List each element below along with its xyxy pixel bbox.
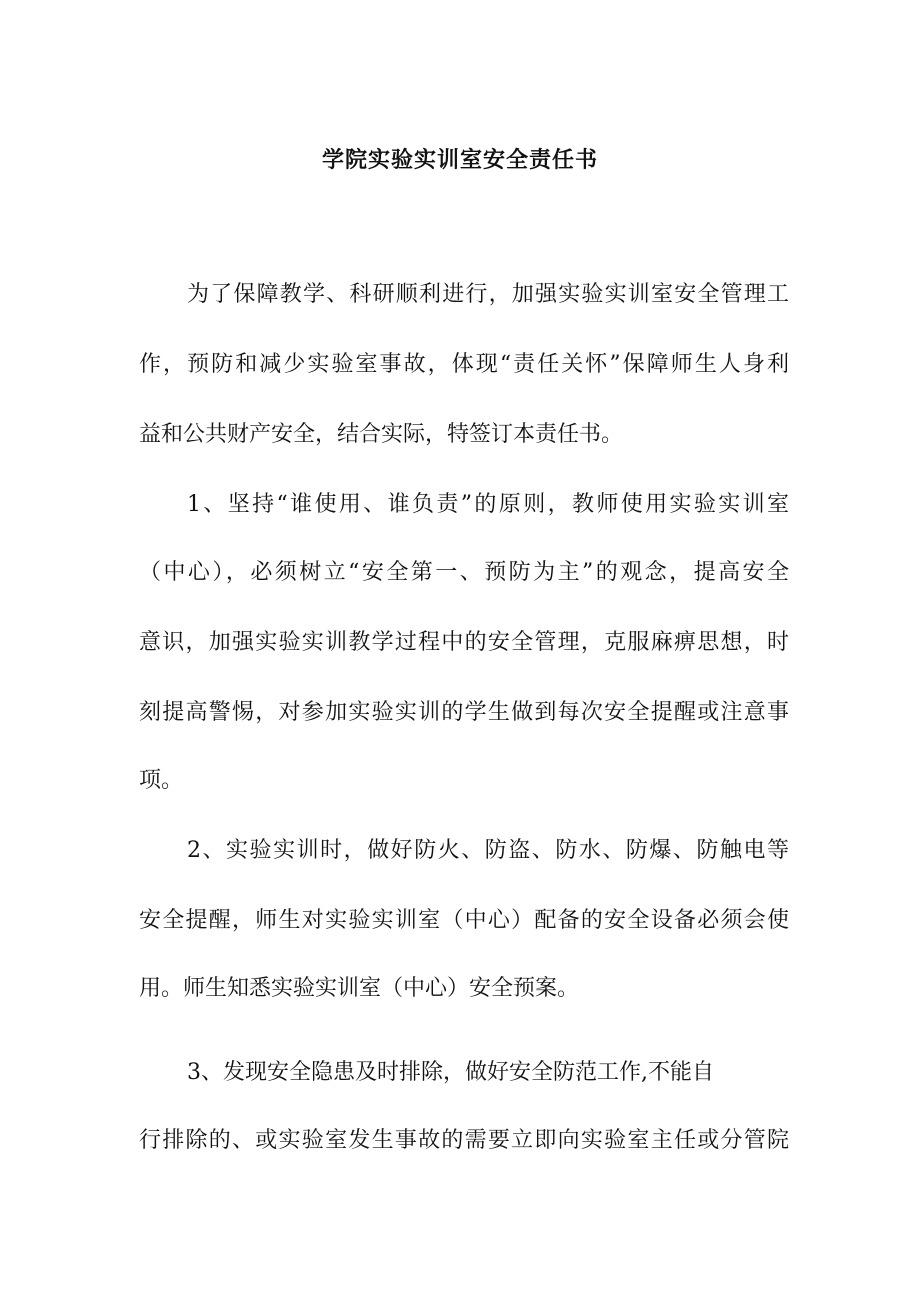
paragraph-line: 项。 [139,768,184,793]
paragraph-line: 作，预防和减少实验室事故，体现“责任关怀”保障师生人身利 [139,352,789,377]
paragraph-line: （中心），必须树立“安全第一、预防为主”的观念，提高安全 [139,560,789,585]
paragraph-line: 为了保障教学、科研顺利进行，加强实验实训室安全管理工 [187,282,789,307]
paragraph-line: 1、坚持“谁使用、谁负责”的原则，教师使用实验实训室 [187,492,789,517]
paragraph-line: 益和公共财产安全，结合实际，特签订本责任书。 [139,422,624,447]
paragraph-line: 3、发现安全隐患及时排除，做好安全防范工作,不能自 [187,1060,714,1085]
paragraph-line: 2、实验实训时，做好防火、防盗、防水、防爆、防触电等 [187,838,789,863]
document-title: 学院实验实训室安全责任书 [321,147,598,173]
paragraph-line: 安全提醒，师生对实验实训室（中心）配备的安全设备必须会使 [139,908,789,933]
paragraph-line: 用。师生知悉实验实训室（中心）安全预案。 [139,976,580,1001]
paragraph-line: 行排除的、或实验室发生事故的需要立即向实验室主任或分管院 [139,1128,789,1153]
paragraph-line: 意识，加强实验实训教学过程中的安全管理，克服麻痹思想，时 [139,630,789,655]
paragraph-line: 刻提高警惕，对参加实验实训的学生做到每次安全提醒或注意事 [139,700,789,725]
